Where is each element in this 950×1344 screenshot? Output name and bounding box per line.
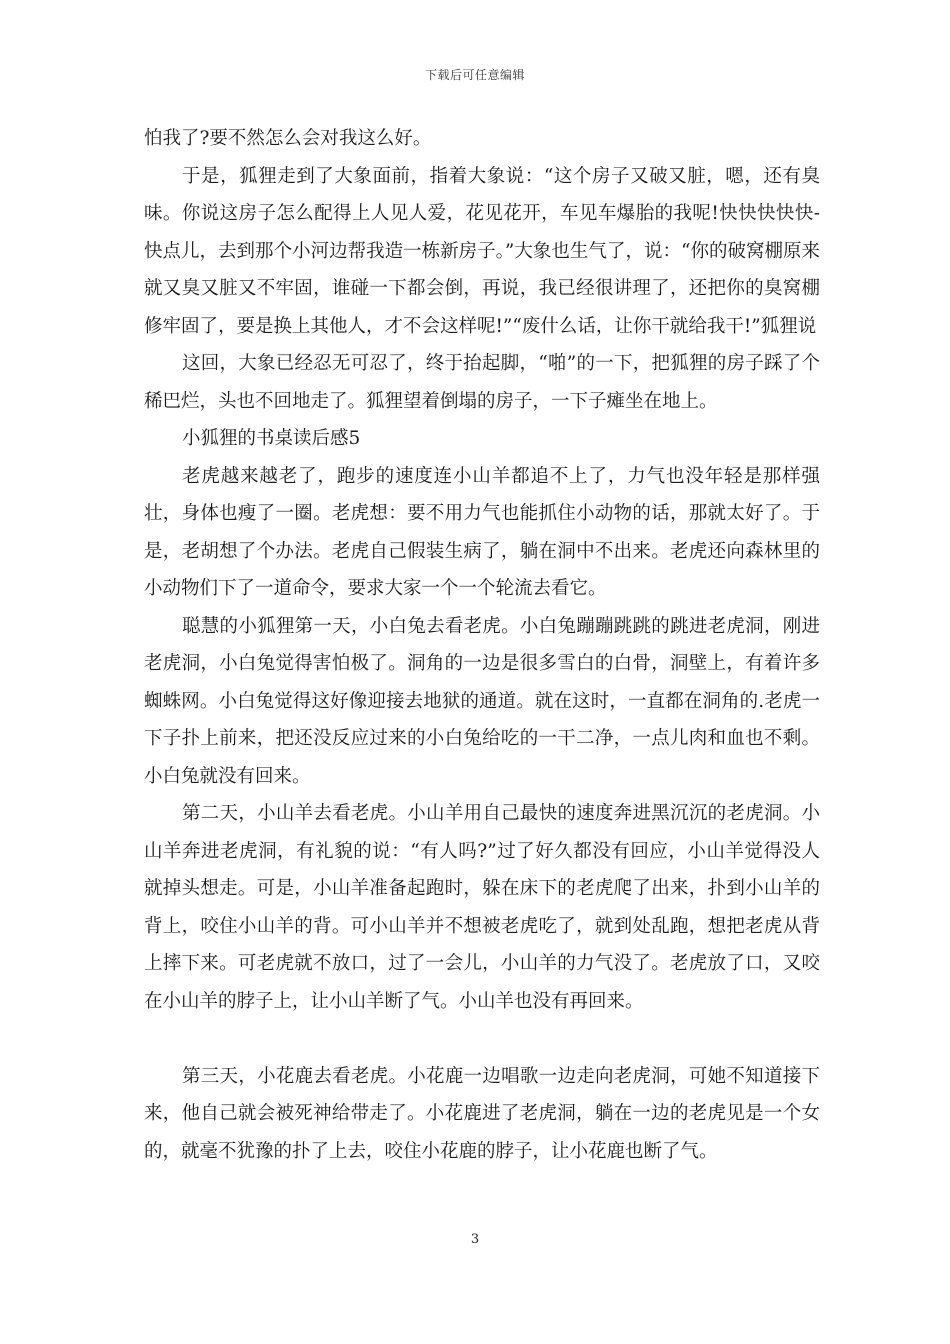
page-header: 下载后可任意编辑 <box>424 68 525 82</box>
blank-line <box>144 1020 820 1058</box>
document-body <box>144 120 820 1170</box>
paragraph-continuation: 怕我了?要不然怎么会对我这么好。 <box>144 128 432 149</box>
paragraph-fox-demands-house: 于是，狐狸走到了大象面前，指着大象说：“这个房子又破又脏，嗯，还有臭味。你说这房子怎么配得上人见人爱，花见花开，车见车爆胎的我呢!快快快快快-快点儿，去到那个小河边帮我造一栋新房子。”大象也生气了，说：“你的破窝棚原来就又臭又脏又不牢固，谁碰一下都会倒，再说，我已经很讲理了，还把你的臭窝棚修牢固了，要是换上其他人，才不会这样呢!”“废什么话，让你干就给我干!”狐狸说 <box>144 165 820 337</box>
paragraph-day-two-goat: 第二天，小山羊去看老虎。小山羊用自己最快的速度奔进黑沉沉的老虎洞。小山羊奔进老虎洞，有礼貌的说：“有人吗?”过了好久都没有回应，小山羊觉得没人就掉头想走。可是，小山羊准备起跑时，躲在床下的老虎爬了出来，扑到小山羊的背上，咬住小山羊的背。可小山羊并不想被老虎吃了，就到处乱跑，想把老虎从背上摔下来。可老虎就不放口，过了一会儿，小山羊的力气没了。老虎放了口，又咬在小山羊的脖子上，让小山羊断了气。小山羊也没有再回来。 <box>144 803 820 1012</box>
paragraph-day-one-rabbit: 聪慧的小狐狸第一天，小白兔去看老虎。小白兔蹦蹦跳跳的跳进老虎洞，刚进老虎洞，小白兔觉得害怕极了。洞角的一边是很多雪白的白骨，洞壁上，有着许多蜘蛛网。小白兔觉得这好像迎接去地狱的通道。就在这时，一直都在洞角的.老虎一下子扑上前来，把还没反应过来的小白兔给吃的一干二净，一点儿肉和血也不剩。小白兔就没有回来。 <box>144 615 820 787</box>
paragraph-tiger-plan: 老虎越来越老了，跑步的速度连小山羊都追不上了，力气也没年轻是那样强壮，身体也瘦了一圈。老虎想：要不用力气也能抓住小动物的话，那就太好了。于是，老胡想了个办法。老虎自己假装生病了，躺在洞中不出来。老虎还向森林里的小动物们下了一道命令，要求大家一个一个轮流去看它。 <box>144 465 820 599</box>
paragraph-elephant-crushes-house: 这回，大象已经忍无可忍了，终于抬起脚，“啪”的一下，把狐狸的房子踩了个稀巴烂，头也不回地走了。狐狸望着倒塌的房子，一下子瘫坐在地上。 <box>144 353 820 412</box>
paragraph-day-three-deer: 第三天，小花鹿去看老虎。小花鹿一边唱歌一边走向老虎洞，可她不知道接下来，他自己就会被死神给带走了。小花鹿进了老虎洞，躺在一边的老虎见是一个女的，就毫不犹豫的扑了上去，咬住小花鹿的脖子，让小花鹿也断了气。 <box>144 1065 820 1162</box>
section-heading: 小狐狸的书桌读后感5 <box>182 428 361 449</box>
page-number: 3 <box>470 1232 480 1247</box>
